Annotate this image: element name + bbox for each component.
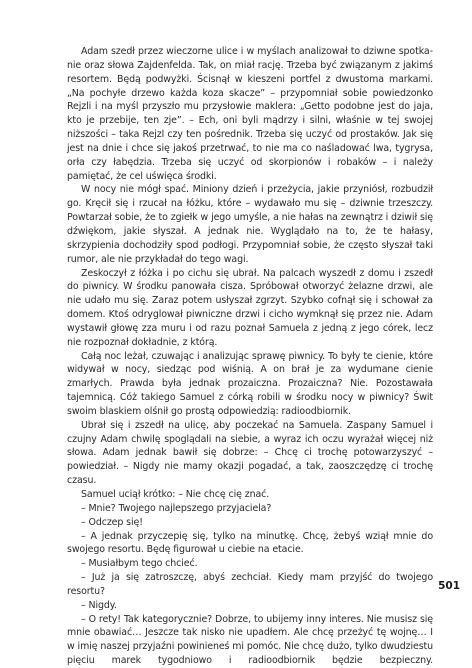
paragraph: Ubrał się i zszedł na ulicę, aby poczekać na Samuela. Zaspany Samuel i czujny Adam chwilę spoglądali na siebie, a wyraz ich oczu wyrażał więcej niż słowa. Adam jednak bawił się dobrze: – Chcę ci trochę potowarzyszyć – powiedział. – Nigdy nie mamy okazji pogadać, a tak, zaoszczędzę ci trochę czasu. — [67, 419, 433, 487]
paragraph: – A jednak przyczepię się, tylko na minutkę. Chcę, żebyś wziął mnie do swojego resortu. Będę figurował u ciebie na etacie. — [67, 530, 433, 556]
paragraph: – O rety! Tak kategorycznie? Dobrze, to ubijemy inny interes. Nie musisz się mnie obawiać… Jeszcze tak nisko nie upadłem. Ale chcę przeżyć tę wojnę… I w imię naszej przyjaźni powinieneś mi pomóc. Nie chcę dużo, tylko dwudziestu pięciu marek tygodniowo i radioodbiornik będzie bezpieczny. — [67, 613, 433, 667]
paragraph: – Nigdy. — [81, 599, 117, 611]
paragraph: Całą noc leżał, czuwając i analizując sprawę piwnicy. To były te cienie, które widywał w nocy, siedząc pod wiśnią. A on brał je za wydumane cienie zmarłych. Prawda była jednak prozaiczna. Prozaiczna? Nie. Pozostawała tajemnicą. Cóż takiego Samuel z córką robili w środku nocy w piwnicy? Świt swoim blaskiem olśnił go prostą odpowiedzią: radioodbiornik. — [67, 350, 433, 417]
paragraph: – Odczep się! — [81, 516, 143, 528]
paragraph: – Już ja się zatroszczę, abyś zechciał. Kiedy mam przyjść do twojego resortu? — [67, 572, 433, 597]
page-number: 501 — [438, 580, 460, 592]
body-text — [67, 45, 433, 668]
paragraph: Adam szedł przez wieczorne ulice i w myślach analizował to dziwne spotkanie oraz słowa Zajdenfelda. Tak, on miał rację. Trzeba być związanym z jakimś resortem. Będą podwyżki. Ścisnął w kieszeni portfel z dwustoma markami. „Na pochyłe drzewo każda koza skacze” – przypomniał sobie powiedzonko Rejzli i na myśl przyszło mu przysłowie maklera: „Getto podobne jest do jaja, kto je przebije, ten zje”. – Ech, oni byli mądrzy i silni, właśnie w tej swojej niższości – taka Rejzl czy ten pośrednik. Trzeba się uczyć od prostaków. Jak się jest na dnie i chce się jakoś przetrwać, to nie ma co naśladować lwa, tygrysa, orła czy łabędzia. Trzeba się uczyć od skorpionów i robaków – i należy pamiętać, że cel uświęca środki. — [67, 46, 433, 182]
paragraph: Zeskoczył z łóżka i po cichu się ubrał. Na palcach wyszedł z domu i zszedł do piwnicy. W środku panowała cisza. Spróbował otworzyć żelazne drzwi, ale nie udało mu się. Zaraz potem usłyszał zgrzyt. Szybko cofnął się i schował za domem. Ktoś odryglował piwniczne drzwi i cicho wymknął się przez nie. Adam wystawił głowę zza muru i od razu poznał Samuela z jedną z jego córek, lecz nie rozpoznał dokładnie, z którą. — [67, 267, 433, 348]
paragraph: – Mnie? Twojego najlepszego przyjaciela? — [81, 502, 272, 514]
paragraph: – Musiałbym tego chcieć. — [81, 558, 198, 570]
paragraph: W nocy nie mógł spać. Miniony dzień i przeżycia, jakie przyniósł, rozbudził go. Kręcił się i rzucał na łóżku, które – wydawało mu się – dziwnie trzeszczy. Powtarzał sobie, że to zgiełk w jego umyśle, a nie hałas na zewnątrz i dziwił się dźwiękom, jakie słyszał. A jednak nie. Wyglądało na to, że te hałasy, skrzypienia dochodziły spod podłogi. Przypomniał sobie, że często słyszał taki rumor, ale nie przykładał do tego wagi. — [67, 184, 433, 265]
paragraph: Samuel uciął krótko: – Nie chcę cię znać. — [81, 489, 270, 500]
